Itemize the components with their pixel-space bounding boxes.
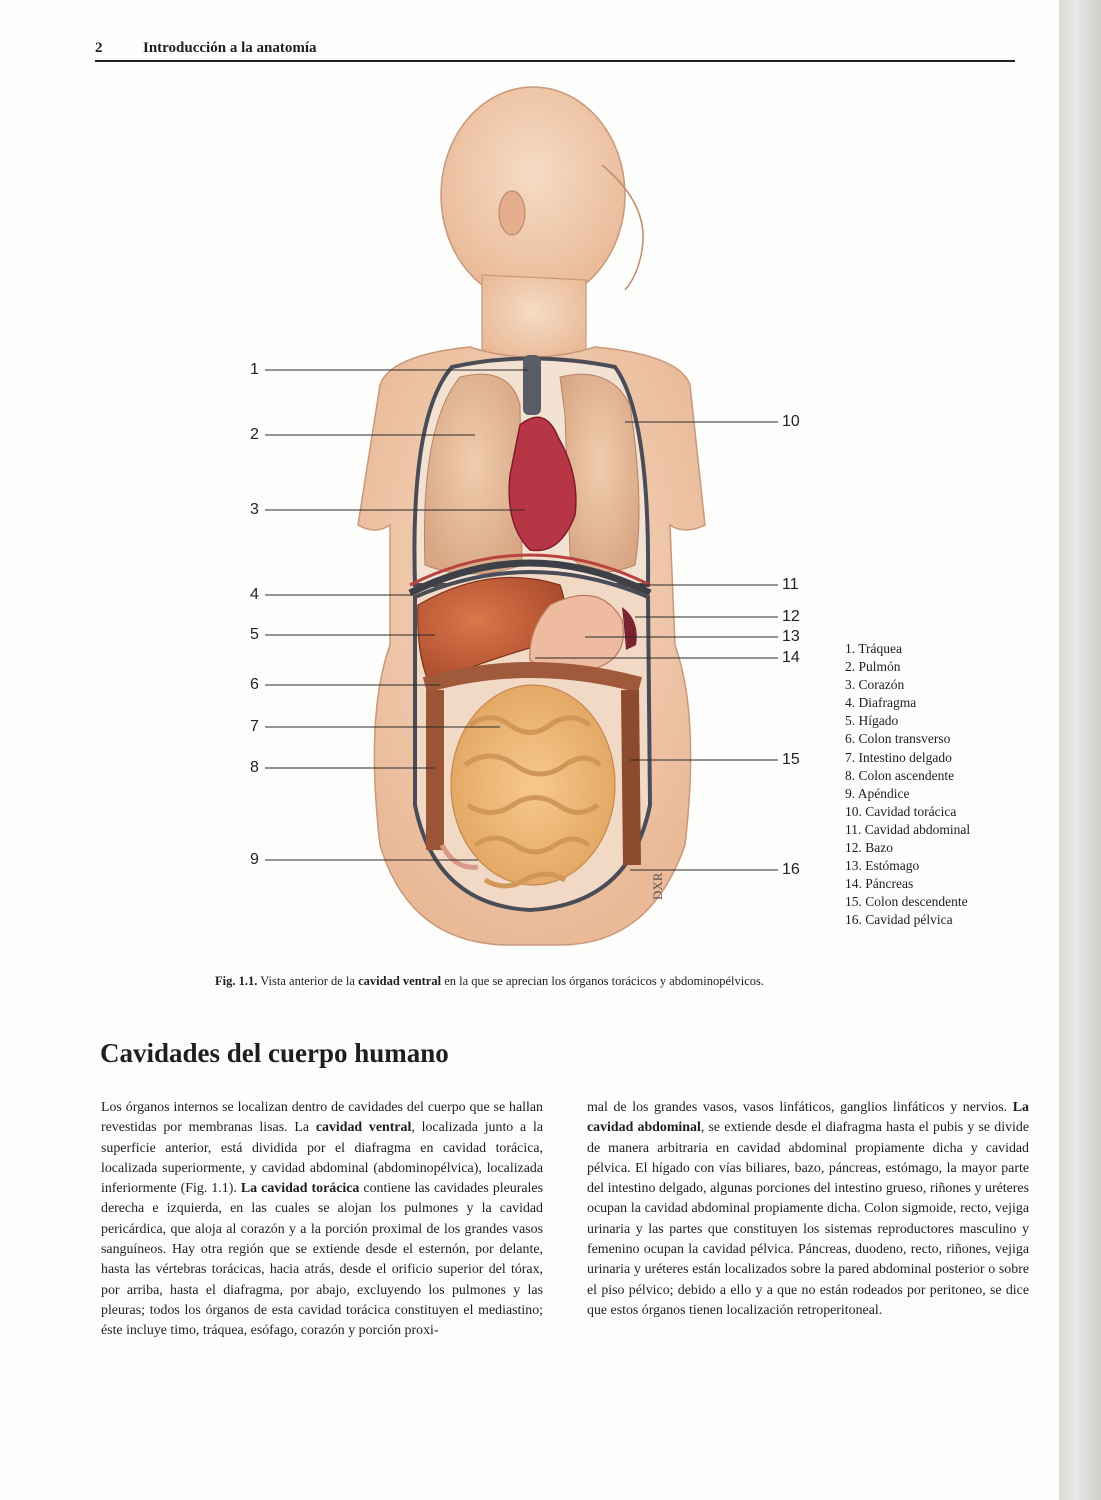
callout-12: 12 bbox=[782, 608, 800, 625]
section-title: Cavidades del cuerpo humano bbox=[100, 1038, 449, 1068]
text-run: contiene las cavidades pleurales derecha e izquierda, en las cuales se alojan los pulmones y la cavidad pericárdica, que aloja al corazón y a la porción proximal de los grandes vasos sanguíneos. Hay otra región que se extiende desde el esternón, por delante, hasta las vértebras torácicas, hacia atrás, desde el orificio superior del tórax, por arriba, hasta el diafragma, por abajo, excluyendo los pulmones y las pleuras; todos los órganos de esta cavidad torácica constituyen el mediastino; éste incluye timo, tráquea, esófago, corazón y porción proxi- bbox=[101, 1181, 543, 1339]
legend-item: 1. Tráquea bbox=[845, 641, 902, 656]
figure-legend bbox=[845, 640, 970, 930]
caption-label: Fig. 1.1. bbox=[215, 974, 258, 988]
callout-2: 2 bbox=[250, 426, 259, 443]
callout-7: 7 bbox=[250, 718, 259, 735]
body-column-left bbox=[101, 1098, 543, 1342]
caption-text-2: en la que se aprecian los órganos torácicos y abdominopélvicos. bbox=[441, 974, 765, 988]
legend-item: 6. Colon transverso bbox=[845, 731, 951, 747]
figure-caption bbox=[215, 972, 865, 990]
callout-11: 11 bbox=[782, 576, 799, 593]
legend-item: 11. Cavidad abdominal bbox=[845, 821, 971, 837]
callout-3: 3 bbox=[250, 501, 259, 518]
callout-5: 5 bbox=[250, 626, 259, 643]
text-run: mal de los grandes vasos, vasos linfáticos, ganglios linfáticos y nervios. bbox=[587, 1100, 1013, 1115]
callout-9: 9 bbox=[250, 851, 259, 868]
legend-item: 15. Colon descendente bbox=[845, 894, 968, 910]
legend-item: 12. Bazo bbox=[845, 840, 893, 856]
text-run: Los órganos internos se localizan dentro de cavidades del cuerpo que se hallan revestidas por membranas lisas. La bbox=[101, 1100, 543, 1136]
running-title: Introducción a la anatomía bbox=[143, 40, 317, 56]
caption-bold: cavidad ventral bbox=[358, 974, 442, 988]
neck-shape bbox=[482, 275, 586, 366]
legend-item: 5. Hígado bbox=[845, 713, 899, 729]
legend-item: 7. Intestino delgado bbox=[845, 749, 952, 765]
caption-text-1: Vista anterior de la bbox=[257, 974, 359, 988]
page-edge-shadow bbox=[1059, 0, 1101, 1500]
callout-1: 1 bbox=[250, 361, 259, 378]
legend-item: 4. Diafragma bbox=[845, 695, 917, 711]
callout-14: 14 bbox=[782, 649, 800, 666]
descending-colon-shape bbox=[630, 690, 632, 865]
callout-6: 6 bbox=[250, 676, 259, 693]
page-number: 2 bbox=[95, 40, 103, 56]
callout-10: 10 bbox=[782, 413, 800, 430]
torso-illustration bbox=[230, 85, 830, 965]
text-run: , se extiende desde el diafragma hasta el pubis y se divide de manera arbitraria en cavidad abdominal propiamente dicha y cavidad pélvica. El hígado con vías biliares, bazo, páncreas, estómago, la mayor parte del intestino delgado, algunas porciones del intestino grueso, riñones y uréteres ocupan la cavidad abdominal propiamente dicha. Colon sigmoide, recto, vejiga urinaria y las partes que constituyen los sistemas reproductores masculino y femenino ocupan la cavidad pélvica. Páncreas, duodeno, recto, riñones, vejiga urinaria y uréteres están localizados sobre la pared abdominal posterior o sobre el piso pélvico; debido a ello y a que no están rodeados por peritoneo, se dice que estos órganos tienen localización retroperitoneal. bbox=[587, 1120, 1029, 1318]
bold-term: La cavidad abdominal bbox=[587, 1100, 1029, 1136]
legend-item: 13. Estómago bbox=[845, 858, 920, 874]
legend-item: 16. Cavidad pélvica bbox=[845, 912, 953, 928]
legend-item: 8. Colon ascendente bbox=[845, 767, 955, 783]
legend-item: 14. Páncreas bbox=[845, 876, 914, 892]
trachea-shape bbox=[523, 355, 541, 415]
callout-15: 15 bbox=[782, 751, 800, 768]
small-intestine-shape bbox=[451, 685, 615, 885]
body-column-right bbox=[587, 1098, 1029, 1321]
legend-item: 10. Cavidad torácica bbox=[845, 803, 957, 819]
legend-item: 9. Apéndice bbox=[845, 785, 910, 801]
callout-4: 4 bbox=[250, 586, 259, 603]
running-head bbox=[95, 40, 1015, 62]
callout-8: 8 bbox=[250, 759, 259, 776]
bold-term: La cavidad torácica bbox=[240, 1181, 360, 1197]
bold-term: cavidad ventral bbox=[315, 1120, 412, 1136]
anatomy-figure bbox=[230, 85, 830, 965]
text-run: , localizada junto a la superficie anterior, está dividida por el diafragma en cavidad torácica, localizada superiormente, y cavidad abdominal (abdominopélvica), localizada inferiormente (Fig. 1.1). bbox=[101, 1120, 543, 1197]
callout-16: 16 bbox=[782, 861, 800, 878]
callout-13: 13 bbox=[782, 628, 800, 645]
legend-item: 3. Corazón bbox=[845, 677, 905, 693]
legend-item: 2. Pulmón bbox=[845, 659, 901, 675]
ear-shape bbox=[499, 191, 525, 235]
head-shape bbox=[441, 87, 625, 303]
artist-signature: DXR bbox=[650, 872, 665, 900]
